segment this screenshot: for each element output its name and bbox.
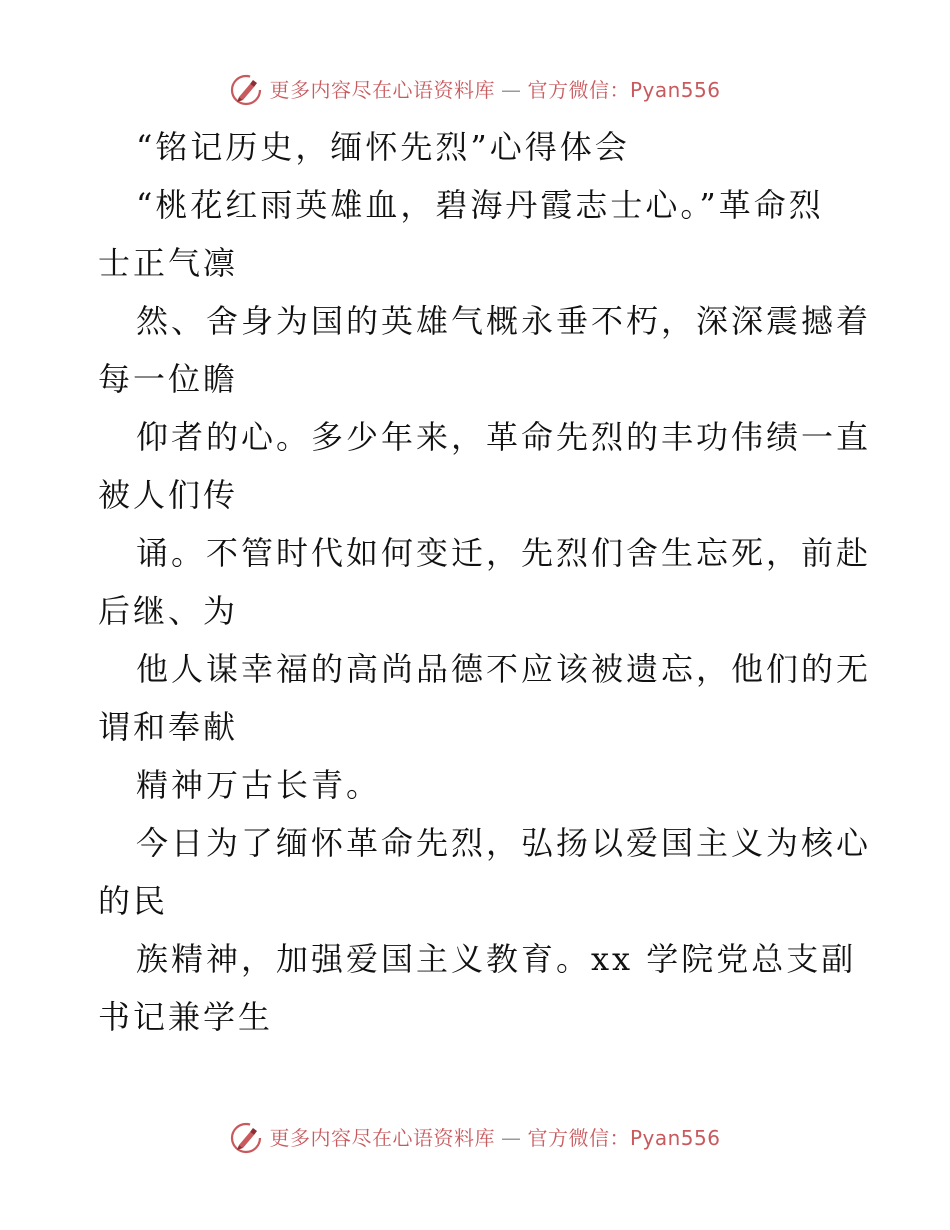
header-banner — [0, 70, 950, 110]
paragraph-line: 每一位瞻 — [98, 360, 239, 398]
paragraph-line: “桃花红雨英雄血，碧海丹霞志士心。”革命烈 — [136, 186, 824, 224]
banner-wechat-text: 官方微信：Pyan556 — [527, 78, 721, 102]
footer-banner — [0, 1118, 950, 1158]
paragraph-line: 的民 — [98, 882, 169, 920]
red-pen-circle-logo-icon — [229, 73, 263, 107]
paragraph-line: 仰者的心。多少年来，革命先烈的丰功伟绩一直 — [136, 418, 872, 456]
paragraph-line: 后继、为 — [98, 592, 239, 630]
banner-wechat-text: 官方微信：Pyan556 — [527, 1126, 721, 1150]
paragraph-line: 谓和奉献 — [98, 708, 239, 746]
paragraph-line: 族精神，加强爱国主义教育。xx 学院党总支副 — [136, 940, 857, 978]
paragraph-line: 他人谋幸福的高尚品德不应该被遗忘，他们的无 — [136, 650, 872, 688]
banner-separator: — — [500, 78, 522, 102]
paragraph-line: 被人们传 — [98, 476, 239, 514]
red-pen-circle-logo-icon — [229, 1121, 263, 1155]
banner-separator: — — [500, 1126, 522, 1150]
paragraph-line: 诵。不管时代如何变迁，先烈们舍生忘死，前赴 — [136, 534, 872, 572]
paragraph-line: 精神万古长青。 — [136, 766, 382, 804]
paragraph-line: 今日为了缅怀革命先烈，弘扬以爱国主义为核心 — [136, 824, 872, 862]
banner-main-text: 更多内容尽在心语资料库 — [269, 78, 495, 102]
document-title: “铭记历史，缅怀先烈”心得体会 — [136, 128, 630, 166]
paragraph-line: 士正气凛 — [98, 244, 239, 282]
banner-main-text: 更多内容尽在心语资料库 — [269, 1126, 495, 1150]
paragraph-line: 书记兼学生 — [98, 998, 274, 1036]
document-body — [98, 118, 872, 1046]
paragraph-line: 然、舍身为国的英雄气概永垂不朽，深深震撼着 — [136, 302, 872, 340]
